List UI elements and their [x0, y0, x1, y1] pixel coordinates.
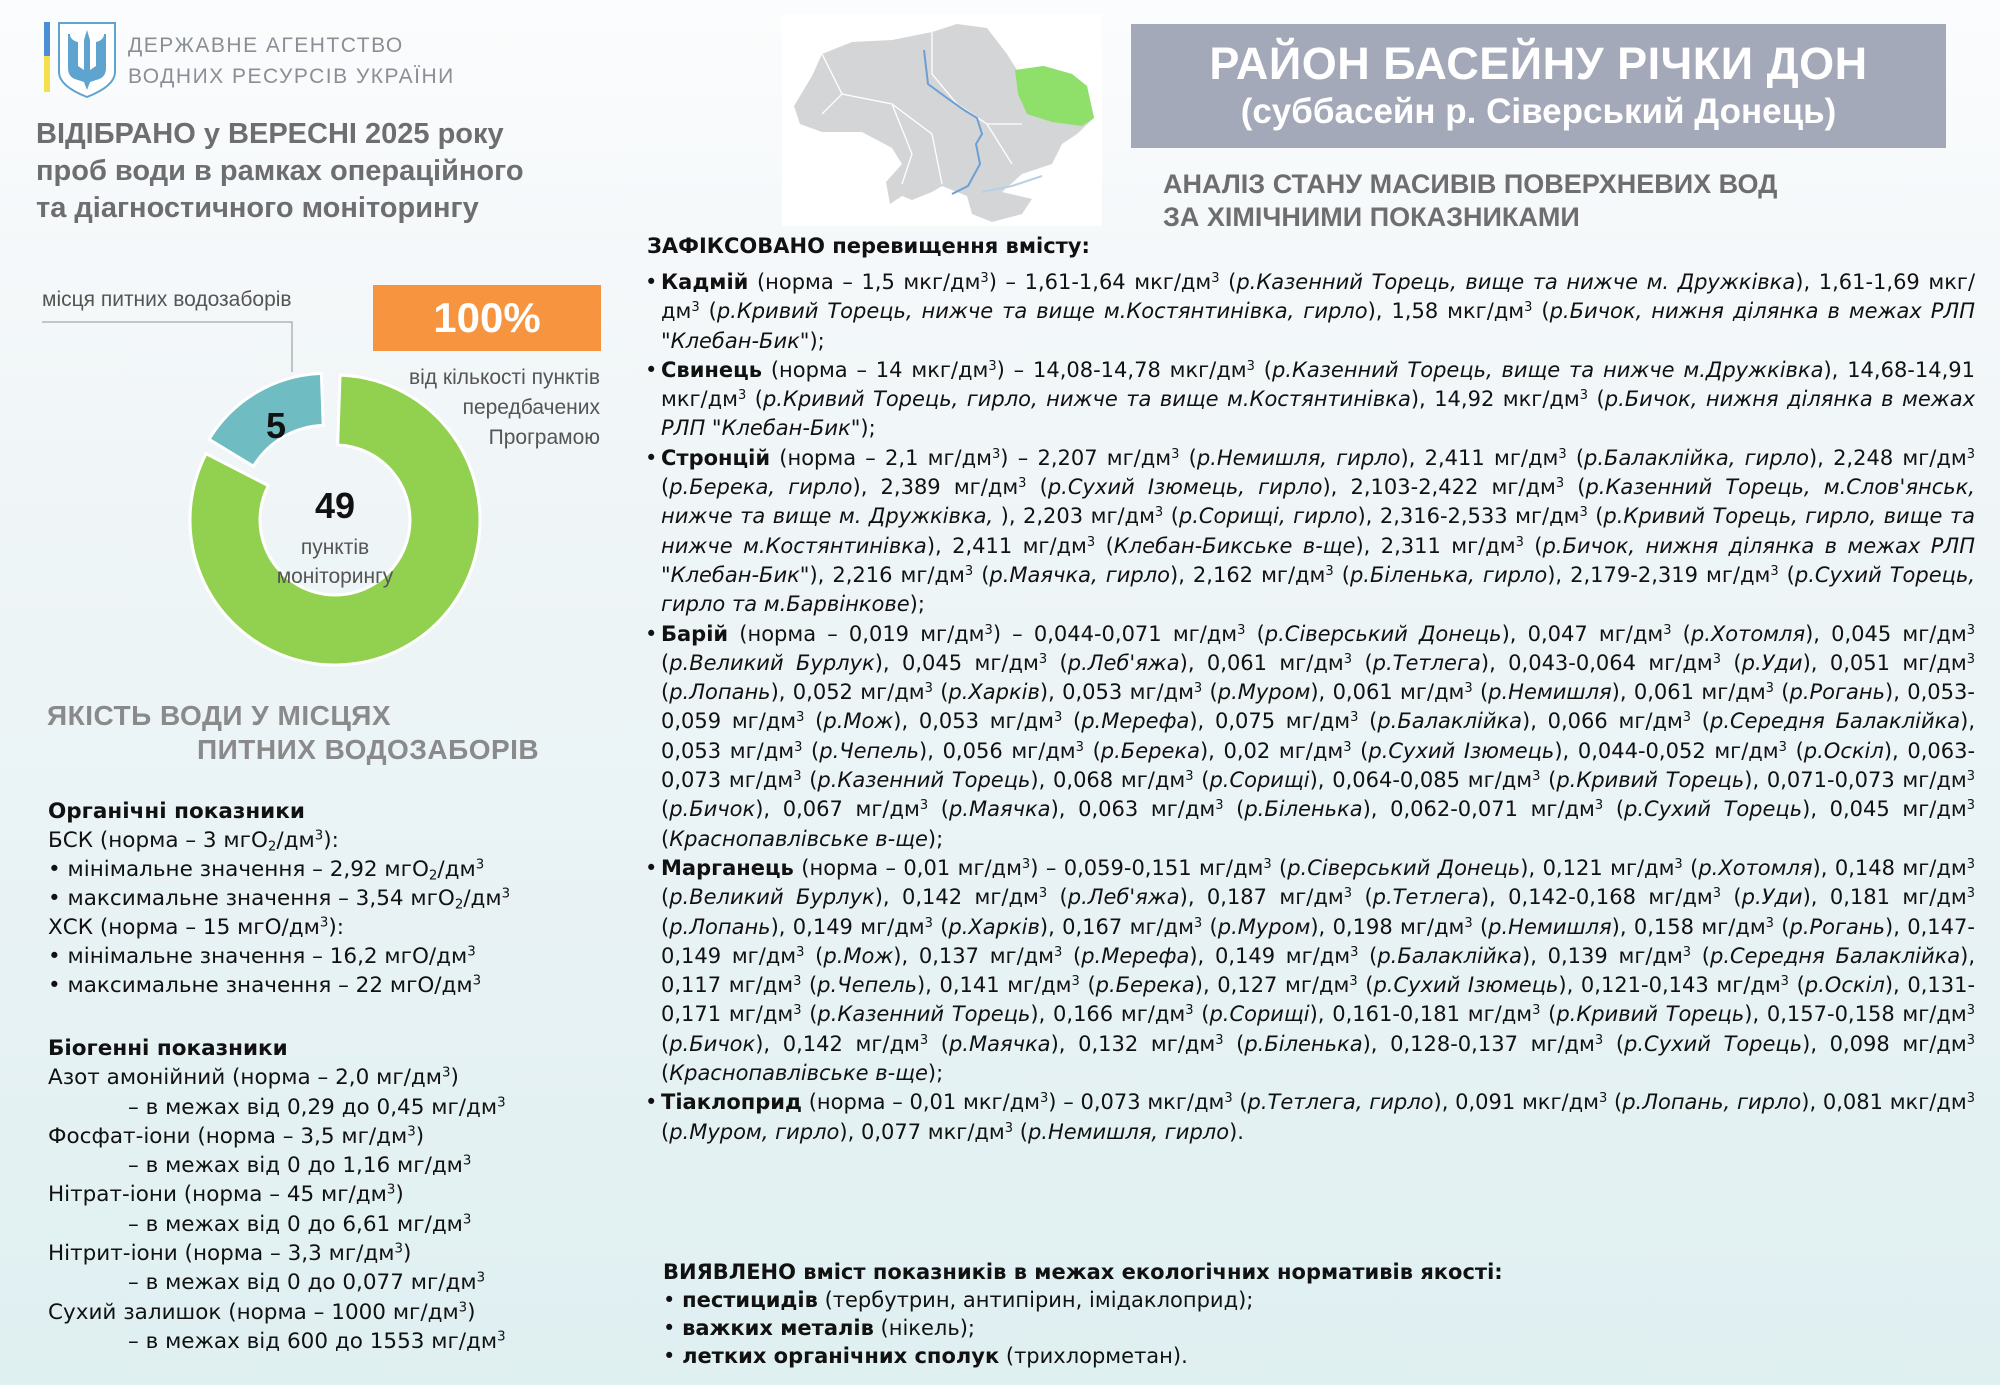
sampling-location: р.Середня Балаклійка [1710, 709, 1961, 734]
measured-value: 0,077 мкг/$дм^3$ [860, 1119, 1014, 1144]
sampling-location: р.Тетлега [1372, 885, 1481, 910]
sampling-location: р.Бичок, нижня ділянка в межах РЛП "Клебан-Бик" [661, 387, 1975, 441]
measured-value: 0,059-0,151 $мг/дм^3$ [1063, 855, 1272, 880]
measured-value: 2,103-2,422 $мг/дм^3$ [1350, 475, 1565, 500]
measured-value: 2,316-2,533 $мг/дм^3$ [1379, 504, 1588, 529]
measured-value: 0,044-0,052 $мг/дм^3$ [1577, 738, 1787, 763]
measured-value: 0,02 $мг/дм^3$ [1223, 738, 1352, 763]
sampling-location: р.Сухий Торець [1624, 797, 1803, 822]
measured-value: 0,053 $мг/дм^3$ [918, 709, 1063, 734]
sampling-location: р.Уди [1741, 650, 1803, 675]
sampling-location: р.Біленька [1244, 1031, 1363, 1056]
measured-value: 0,148 $мг/дм^3$ [1834, 855, 1975, 880]
biogenic-item-name: Азот амонійний (норма – 2,0 $мг/дм^3$) [48, 1065, 459, 1091]
measured-value: 2,162 $мг/дм^3$ [1192, 562, 1334, 587]
sampling-location: р.Бичок [669, 797, 756, 822]
measured-value: 0,121 $мг/дм^3$ [1542, 855, 1683, 880]
measured-value: 0,052 $мг/дм^3$ [792, 680, 933, 705]
sampling-location: р.Балаклійка [1377, 943, 1523, 968]
measured-value: 0,158 $мг/дм^3$ [1633, 914, 1774, 939]
measured-value: 0,149 $мг/дм^3$ [1214, 943, 1359, 968]
measured-value: 2,203 $мг/дм^3$ [1023, 504, 1164, 529]
substance-name: Кадмій [661, 270, 749, 294]
measured-value: 0,181 $мг/дм^3$ [1829, 885, 1976, 910]
measured-value: 0,127 $мг/дм^3$ [1217, 973, 1358, 998]
ukraine-map-icon [782, 14, 1102, 226]
sampling-location: р.Мерефа [1081, 943, 1190, 968]
sampling-location: р.Сіверський Донець [1264, 621, 1502, 646]
measured-value: 0,121-0,143 $мг/дм^3$ [1580, 973, 1789, 998]
sampling-location: р.Кривий Торець, гирло, нижче та вище м.Костянтинівка [762, 387, 1411, 412]
measured-value: 0,139 $мг/дм^3$ [1547, 943, 1692, 968]
sampling-location: р.Рогань [1789, 680, 1886, 705]
quality-heading-line1: ЯКІСТЬ ВОДИ У МІСЦЯХ [47, 700, 392, 731]
within-norms-item: • пестицидів (тербутрин, антипірин, імідаклоприд); [663, 1286, 1503, 1314]
substance-name: Барій [661, 621, 729, 646]
measured-value: 0,142-0,168 $мг/дм^3$ [1508, 885, 1721, 910]
sampling-location: р.Леб'яжа [1067, 650, 1180, 675]
measured-value: 2,411 $мг/дм^3$ [1424, 445, 1567, 470]
sampling-location: р.Хотомля [1690, 621, 1806, 646]
organic-indicators [48, 797, 510, 1000]
sampling-location: р.Кривий Торець, нижче та вище м.Костянтинівка, гирло [716, 299, 1368, 324]
sampling-location: р.Лопань [669, 914, 771, 939]
sampling-location: Клебан-Бикське в-ще [1113, 533, 1356, 558]
within-norms-block [663, 1258, 1503, 1370]
measured-value: 0,061 $мг/дм^3$ [1206, 650, 1353, 675]
sampling-location: р.Маячка [948, 797, 1051, 822]
measured-value: 0,075 $мг/дм^3$ [1214, 709, 1359, 734]
hsk-min: • мінімальне значення – 16,2 мгО/$дм^3$ [48, 944, 476, 969]
substance-norm: (норма – 14 мкг/$дм^3$) – [762, 357, 1033, 382]
substance-norm: (норма – 2,1 $мг/дм^3$) – [770, 445, 1038, 470]
bsk-min: • мінімальне значення – 2,92 $мгО_2/дм^3$ [48, 857, 485, 884]
sampling-location: р.Берека, гирло [669, 475, 853, 500]
sampling-location: Краснопавлівське в-ще [669, 826, 928, 851]
measured-value: 2,389 $мг/дм^3$ [880, 475, 1027, 500]
measured-value: 0,117 $мг/дм^3$ [661, 973, 802, 998]
total-points-caption2: моніторингу [276, 565, 394, 588]
sampling-location: р.Чепель [817, 973, 917, 998]
sampling-location: р.Середня Балаклійка [1710, 943, 1961, 968]
measured-value: 0,066 $мг/дм^3$ [1547, 709, 1692, 734]
analysis-subtitle-line1: АНАЛІЗ СТАНУ МАСИВІВ ПОВЕРХНЕВИХ ВОД [1163, 169, 1778, 199]
measured-value: 0,068 $мг/дм^3$ [1053, 768, 1194, 793]
biogenic-item-name: Сухий залишок (норма – 1000 $мг/дм^3$) [48, 1299, 476, 1325]
measured-value: 2,216 $мг/дм^3$ [832, 562, 974, 587]
sampling-location: р.Мож [823, 943, 894, 968]
sampling-location: р.Сухий Торець, гирло та м.Барвінкове [661, 562, 1975, 617]
sampling-location: р.Балаклійка, гирло [1584, 445, 1809, 470]
measured-value: 14,92 мкг/$дм^3$ [1434, 387, 1589, 412]
substance-norm: (норма – 1,5 мкг/$дм^3$) – [748, 270, 1025, 294]
measured-value: 0,073 мкг/$дм^3$ [1080, 1090, 1233, 1115]
exceedance-item: • Свинець (норма – 14 мкг/$дм^3) - 14,08-14,78$ мкг/$дм^3$ (р.Казенний Торець, вище та нижче м.Дружківка), 14,68-14,91 мкг/$дм^3$ (р.Кривий Торець, гирло, нижче та вище м.Костянтинівка), 14,92 мкг/$дм^3$ (р.Бичок, нижня ділянка в межах РЛП "Клебан-Бик"); [645, 356, 1975, 444]
exceedances-heading: ЗАФІКСОВАНО перевищення вмісту: [647, 234, 1090, 258]
biogenic-item-range: – в межах від 0 до 0,077 $мг/дм^3$ [128, 1270, 486, 1296]
measured-value: 0,128-0,137 $мг/дм^3$ [1390, 1031, 1604, 1056]
measured-value: 0,043-0,064 $мг/дм^3$ [1508, 650, 1721, 675]
sampling-location: р.Сорищі, гирло [1178, 504, 1358, 529]
title-banner [1131, 24, 1946, 148]
sampling-location: р.Мож [823, 709, 894, 734]
within-norms-item: • важких металів (нікель); [663, 1314, 1503, 1342]
measured-value: 0,142 $мг/дм^3$ [782, 1031, 929, 1056]
sampling-location: р.Маячка, гирло [989, 562, 1170, 587]
measured-value: 0,141 $мг/дм^3$ [939, 973, 1080, 998]
measured-value: 0,064-0,085 $мг/дм^3$ [1332, 768, 1541, 793]
sampling-location: р.Тетлега, гирло [1247, 1090, 1434, 1115]
sampling-location: р.Муром [1217, 680, 1311, 705]
flag-stripe-yellow [44, 56, 50, 92]
sampling-location: р.Хотомля [1698, 855, 1813, 880]
measured-value: 14,08-14,78 мкг/$дм^3$ [1032, 357, 1255, 382]
title-line2: (суббасейн р. Сіверський Донець) [1240, 92, 1837, 131]
sampling-location: р.Балаклійка [1377, 709, 1523, 734]
biogenic-item-range: – в межах від 0 до 6,61 $мг/дм^3$ [128, 1211, 472, 1237]
sampling-location: р.Харків [948, 914, 1040, 939]
measured-value: 0,061 $мг/дм^3$ [1332, 680, 1473, 705]
sampling-location: р.Казенний Торець, вище та нижче м.Дружківка [1271, 357, 1824, 382]
measured-value: 0,053 $мг/дм^3$ [1062, 680, 1203, 705]
sampling-location: р.Сухий Ізюмець [1368, 738, 1555, 763]
biogenic-item-range: – в межах від 600 до 1553 $мг/дм^3$ [128, 1328, 506, 1354]
measured-value: 1,61-1,64 мкг/$дм^3$ [1024, 270, 1220, 294]
sampling-location: р.Великий Бурлук [669, 650, 875, 675]
measured-value: 0,045 $мг/дм^3$ [1829, 797, 1976, 822]
sampling-location: Краснопавлівське в-ще [669, 1061, 928, 1086]
sampled-headline-line1: ВІДІБРАНО у ВЕРЕСНІ 2025 року [36, 118, 504, 150]
sampling-location: р.Оскіл [1803, 738, 1884, 763]
sampling-location: р.Тетлега [1372, 650, 1481, 675]
measured-value: 0,132 $мг/дм^3$ [1078, 1031, 1224, 1056]
sampled-headline-line3: та діагностичного моніторингу [36, 192, 479, 224]
total-points-caption1: пунктів [300, 536, 370, 559]
measured-value: 0,142 $мг/дм^3$ [902, 885, 1048, 910]
sampling-location: р.Берека [1100, 738, 1200, 763]
measured-value: 0,187 $мг/дм^3$ [1206, 885, 1353, 910]
measured-value: 0,157-0,158 $мг/дм^3$ [1766, 1002, 1976, 1027]
biogenic-indicators [48, 1034, 506, 1356]
measured-value: 0,098 $мг/дм^3$ [1829, 1031, 1976, 1056]
measured-value: 0,161-0,181 $мг/дм^3$ [1332, 1002, 1541, 1027]
exceedance-item: • Марганець (норма – 0,01 $мг/дм^3) - 0,059-0,151$ $мг/дм^3$ (р.Сіверський Донець), 0,121 $мг/дм^3$ (р.Хотомля), 0,148 $мг/дм^3$ (р.Великий Бурлук), 0,142 $мг/дм^3$ (р.Леб'яжа), 0,187 $мг/дм^3$ (р.Тетлега), 0,142-0,168 $мг/дм^3$ (р.Уди), 0,181 $мг/дм^3$ (р.Лопань), 0,149 $мг/дм^3$ (р.Харків), 0,167 $мг/дм^3$ (р.Муром), 0,198 $мг/дм^3$ (р.Немишля), 0,158 $мг/дм^3$ (р.Рогань), 0,147-0,149 $мг/дм^3$ (р.Мож), 0,137 $мг/дм^3$ (р.Мерефа), 0,149 $мг/дм^3$ (р.Балаклійка), 0,139 $мг/дм^3$ (р.Середня Балаклійка), 0,117 $мг/дм^3$ (р.Чепель), 0,141 $мг/дм^3$ (р.Берека), 0,127 $мг/дм^3$ (р.Сухий Ізюмець), 0,121-0,143 $мг/дм^3$ (р.Оскіл), 0,131-0,171 $мг/дм^3$ (р.Казенний Торець), 0,166 $мг/дм^3$ (р.Сорищі), 0,161-0,181 $мг/дм^3$ (р.Кривий Торець), 0,157-0,158 $мг/дм^3$ (р.Бичок), 0,142 $мг/дм^3$ (р.Маячка), 0,132 $мг/дм^3$ (р.Біленька), 0,128-0,137 $мг/дм^3$ (р.Сухий Торець), 0,098 $мг/дм^3$ (Краснопавлівське в-ще); [645, 854, 1975, 1088]
sampling-location: р.Кривий Торець [1556, 768, 1745, 793]
sampling-location: р.Немишля, гирло [1027, 1119, 1230, 1144]
sampling-location: р.Казенний Торець, вище та нижче м. Дружківка [1236, 270, 1796, 294]
bsk-max: • максимальне значення – 3,54 $мгО_2/дм^3$ [48, 886, 511, 913]
analysis-subtitle [1163, 168, 1777, 234]
measured-value: 0,053 $мг/дм^3$ [661, 738, 803, 763]
sampling-location: р.Сорищі [1209, 768, 1310, 793]
measured-value: 0,167 $мг/дм^3$ [1062, 914, 1203, 939]
measured-value: 0,056 $мг/дм^3$ [942, 738, 1084, 763]
biogenic-item-name: Нітрит-іони (норма – 3,3 $мг/дм^3$) [48, 1241, 412, 1267]
biogenic-item-name: Фосфат-іони (норма – 3,5 $мг/дм^3$) [48, 1123, 425, 1149]
sampling-location: р.Уди [1741, 885, 1803, 910]
sampling-location: р.Муром, гирло [669, 1119, 840, 1144]
measured-value: 1,61-1,69 мкг/$дм^3$ [661, 270, 1976, 324]
sampling-location: р.Мерефа [1081, 709, 1190, 734]
biogenic-item-name: Нітрат-іони (норма – 45 $мг/дм^3$) [48, 1182, 404, 1208]
percent-caption-line1: від кількості пунктів [408, 366, 600, 389]
bsk-norm: БСК (норма – 3 $мгО_2/дм^3$): [48, 828, 339, 855]
biogenic-title: Біогенні показники [48, 1036, 288, 1061]
sampling-location: р.Кривий Торець, гирло, вище та нижче м.Костянтинівка [661, 504, 1975, 558]
sampling-location: р.Немишля [1488, 914, 1612, 939]
substance-norm: (норма – 0,01 мкг/$дм^3$) – [801, 1090, 1081, 1115]
substance-name: Стронцій [661, 445, 771, 470]
trident-shield-icon [56, 20, 118, 100]
sampling-location: р.Лопань, гирло [1622, 1090, 1802, 1115]
percent-badge: 100% [373, 285, 601, 351]
substance-name: Марганець [661, 855, 794, 880]
sampling-location: р.Лопань [669, 680, 771, 705]
measured-value: 14,68-14,91 мкг/$дм^3$ [661, 357, 1976, 412]
agency-name-line1: ДЕРЖАВНЕ АГЕНТСТВО [128, 34, 404, 57]
sampling-location: р.Маячка [948, 1031, 1051, 1056]
biogenic-item-range: – в межах від 0 до 1,16 $мг/дм^3$ [128, 1153, 472, 1179]
sampling-location: р.Муром [1217, 914, 1311, 939]
drinking-water-label: місця питних водозаборів [42, 288, 292, 311]
sampling-location: р.Берека [1095, 973, 1195, 998]
sampling-location: р.Леб'яжа [1067, 885, 1180, 910]
measured-value: 0,063 $мг/дм^3$ [1078, 797, 1224, 822]
measured-value: 2,311 $мг/дм^3$ [1380, 533, 1524, 558]
sampling-location: р.Кривий Торець [1556, 1002, 1745, 1027]
measured-value: 0,061 $мг/дм^3$ [1633, 680, 1774, 705]
title-line1: РАЙОН БАСЕЙНУ РІЧКИ ДОН [1209, 38, 1868, 89]
monitoring-donut-chart [190, 360, 490, 670]
measured-value: 0,081 мкг/$дм^3$ [1822, 1090, 1975, 1115]
measured-value: 0,131-0,171 $мг/дм^3$ [661, 973, 1976, 1027]
biogenic-item-range: – в межах від 0,29 до 0,45 $мг/дм^3$ [128, 1094, 506, 1120]
measured-value: 0,071-0,073 $мг/дм^3$ [1766, 768, 1976, 793]
measured-value: 2,248 $мг/дм^3$ [1833, 445, 1976, 470]
analysis-subtitle-line2: ЗА ХІМІЧНИМИ ПОКАЗНИКАМИ [1163, 202, 1580, 232]
exceedance-item: • Стронцій (норма – 2,1 $мг/дм^3) - 2,207$ $мг/дм^3$ (р.Немишля, гирло), 2,411 $мг/дм^3$ (р.Балаклійка, гирло), 2,248 $мг/дм^3$ (р.Берека, гирло), 2,389 $мг/дм^3$ (р.Сухий Ізюмець, гирло), 2,103-2,422 $мг/дм^3$ (р.Казенний Торець, м.Слов'янськ, нижче та вище м. Дружківка, ), 2,203 $мг/дм^3$ (р.Сорищі, гирло), 2,316-2,533 $мг/дм^3$ (р.Кривий Торець, гирло, вище та нижче м.Костянтинівка), 2,411 $мг/дм^3$ (Клебан-Бикське в-ще), 2,311 $мг/дм^3$ (р.Бичок, нижня ділянка в межах РЛП "Клебан-Бик"), 2,216 $мг/дм^3$ (р.Маячка, гирло), 2,162 $мг/дм^3$ (р.Біленька, гирло), 2,179-2,319 $мг/дм^3$ (р.Сухий Торець, гирло та м.Барвінкове); [645, 444, 1975, 620]
percent-caption-line3: Програмою [488, 426, 600, 449]
sampling-location: р.Сорищі [1209, 1002, 1310, 1027]
agency-name-line2: ВОДНИХ РЕСУРСІВ УКРАЇНИ [128, 65, 455, 88]
sampling-location: р.Бичок, нижня ділянка в межах РЛП "Клебан-Бик" [661, 299, 1975, 353]
sampling-location: р.Біленька [1244, 797, 1363, 822]
sampling-location: р.Сухий Ізюмець [1373, 973, 1559, 998]
measured-value: 0,063-0,073 $мг/дм^3$ [661, 738, 1976, 793]
sampled-headline-line2: проб води в рамках операційного [36, 155, 524, 187]
sampling-location: р.Харків [948, 680, 1040, 705]
sampling-location: р.Бичок [669, 1031, 756, 1056]
within-norms-heading: ВИЯВЛЕНО вміст показників в межах екологічних нормативів якості: [663, 1260, 1503, 1284]
measured-value: 0,147-0,149 $мг/дм^3$ [661, 914, 1975, 968]
measured-value: 0,047 $мг/дм^3$ [1527, 621, 1672, 646]
sampling-location: р.Рогань [1789, 914, 1886, 939]
drinking-points-value: 5 [265, 405, 287, 446]
measured-value: 2,411 $мг/дм^3$ [952, 533, 1096, 558]
sampling-location: р.Казенний Торець, м.Слов'янськ, нижче та вище м. Дружківка, [661, 475, 1975, 529]
measured-value: 0,045 $мг/дм^3$ [902, 650, 1048, 675]
substance-name: Тіаклоприд [661, 1090, 802, 1115]
substance-name: Свинець [661, 357, 763, 382]
measured-value: 0,166 $мг/дм^3$ [1053, 1002, 1194, 1027]
sampled-headline [36, 116, 656, 227]
measured-value: 2,179-2,319 $мг/дм^3$ [1570, 562, 1779, 587]
sampling-location: р.Біленька, гирло [1349, 562, 1548, 587]
substance-norm: (норма – 0,01 $мг/дм^3$) – [793, 855, 1064, 880]
measured-value: 0,044-0,071 $мг/дм^3$ [1033, 621, 1246, 646]
measured-value: 0,149 $мг/дм^3$ [792, 914, 933, 939]
within-norms-item: • летких органічних сполук (трихлорметан). [663, 1342, 1503, 1370]
measured-value: 0,045 $мг/дм^3$ [1831, 621, 1976, 646]
measured-value: 0,053-0,059 $мг/дм^3$ [661, 680, 1975, 734]
exceedances-list [645, 268, 1975, 1147]
sampling-location: р.Сухий Торець [1624, 1031, 1803, 1056]
measured-value: 0,091 мкг/$дм^3$ [1455, 1090, 1608, 1115]
sampling-location: р.Великий Бурлук [669, 885, 875, 910]
sampling-location: р.Бичок, нижня ділянка в межах РЛП "Клебан-Бик" [661, 533, 1975, 587]
exceedance-item: • Тіаклоприд (норма – 0,01 мкг/$дм^3) - 0,073$ мкг/$дм^3$ (р.Тетлега, гирло), 0,091 мкг/$дм^3$ (р.Лопань, гирло), 0,081 мкг/$дм^3$ (р.Муром, гирло), 0,077 мкг/$дм^3$ (р.Немишля, гирло). [645, 1088, 1975, 1147]
hsk-norm: ХСК (норма – 15 мгО/$дм^3$): [48, 915, 344, 940]
flag-stripe-blue [44, 22, 50, 56]
quality-heading-line2: ПИТНИХ ВОДОЗАБОРІВ [197, 734, 540, 765]
sampling-location: р.Немишля, гирло [1196, 445, 1401, 470]
exceedance-item: • Барій (норма – 0,019 $мг/дм^3) - 0,044-0,071$ $мг/дм^3$ (р.Сіверський Донець), 0,047 $мг/дм^3$ (р.Хотомля), 0,045 $мг/дм^3$ (р.Великий Бурлук), 0,045 $мг/дм^3$ (р.Леб'яжа), 0,061 $мг/дм^3$ (р.Тетлега), 0,043-0,064 $мг/дм^3$ (р.Уди), 0,051 $мг/дм^3$ (р.Лопань), 0,052 $мг/дм^3$ (р.Харків), 0,053 $мг/дм^3$ (р.Муром), 0,061 $мг/дм^3$ (р.Немишля), 0,061 $мг/дм^3$ (р.Рогань), 0,053-0,059 $мг/дм^3$ (р.Мож), 0,053 $мг/дм^3$ (р.Мерефа), 0,075 $мг/дм^3$ (р.Балаклійка), 0,066 $мг/дм^3$ (р.Середня Балаклійка), 0,053 $мг/дм^3$ (р.Чепель), 0,056 $мг/дм^3$ (р.Берека), 0,02 $мг/дм^3$ (р.Сухий Ізюмець), 0,044-0,052 $мг/дм^3$ (р.Оскіл), 0,063-0,073 $мг/дм^3$ (р.Казенний Торець), 0,068 $мг/дм^3$ (р.Сорищі), 0,064-0,085 $мг/дм^3$ (р.Кривий Торець), 0,071-0,073 $мг/дм^3$ (р.Бичок), 0,067 $мг/дм^3$ (р.Маячка), 0,063 $мг/дм^3$ (р.Біленька), 0,062-0,071 $мг/дм^3$ (р.Сухий Торець), 0,045 $мг/дм^3$ (Краснопавлівське в-ще); [645, 620, 1975, 854]
measured-value: 2,207 $мг/дм^3$ [1037, 445, 1180, 470]
measured-value: 0,198 $мг/дм^3$ [1332, 914, 1473, 939]
hsk-max: • максимальне значення – 22 мгО/$дм^3$ [48, 973, 482, 998]
sampling-location: р.Чепель [819, 738, 920, 763]
sampling-location: р.Казенний Торець [817, 768, 1031, 793]
percent-caption-line2: передбачених [462, 396, 600, 419]
measured-value: 0,051 $мг/дм^3$ [1829, 650, 1976, 675]
substance-norm: (норма – 0,019 $мг/дм^3$) – [728, 621, 1034, 646]
measured-value: 0,062-0,071 $мг/дм^3$ [1390, 797, 1604, 822]
exceedance-item: • Кадмій (норма – 1,5 мкг/$дм^3) - 1,61-1,64$ мкг/$дм^3$ (р.Казенний Торець, вище та нижче м. Дружківка), 1,61-1,69 мкг/$дм^3$ (р.Кривий Торець, нижче та вище м.Костянтинівка, гирло), 1,58 мкг/$дм^3$ (р.Бичок, нижня ділянка в межах РЛП "Клебан-Бик"); [645, 268, 1975, 356]
organic-title: Органічні показники [48, 799, 305, 824]
measured-value: 1,58 мкг/$дм^3$ [1391, 299, 1533, 324]
measured-value: 0,067 $мг/дм^3$ [782, 797, 929, 822]
sampling-location: р.Сухий Ізюмець, гирло [1047, 475, 1323, 500]
total-points-value: 49 [314, 485, 356, 526]
sampling-location: р.Оскіл [1804, 973, 1885, 998]
sampling-location: р.Казенний Торець [817, 1002, 1031, 1027]
measured-value: 0,137 $мг/дм^3$ [918, 943, 1063, 968]
sampling-location: р.Немишля [1488, 680, 1612, 705]
sampling-location: р.Сіверський Донець [1287, 855, 1521, 880]
